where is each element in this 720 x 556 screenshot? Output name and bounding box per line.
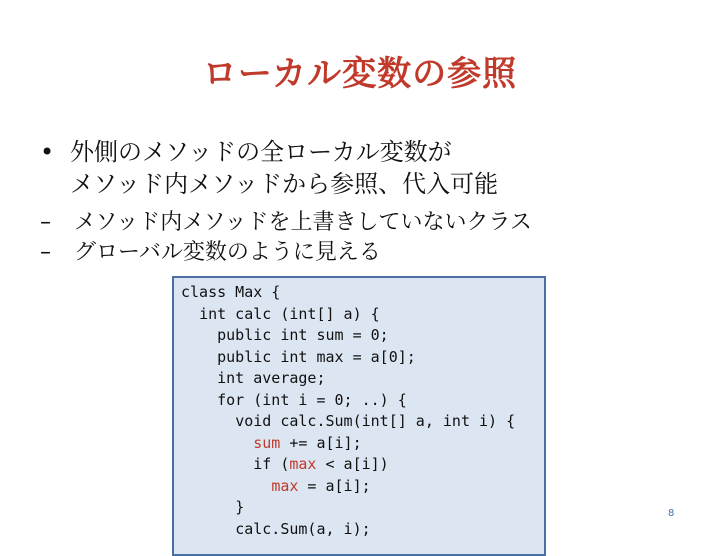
code-variable-highlight: max [289, 455, 317, 473]
main-bullet [40, 136, 700, 200]
code-indent [181, 455, 253, 473]
code-line [181, 476, 544, 498]
code-indent [181, 305, 199, 323]
sub-bullet [40, 238, 700, 268]
bullet-list [40, 136, 700, 200]
code-text: for (int i = 0; ..) { [217, 390, 407, 409]
main-bullet-line-2: メソッド内メソッドから参照、代入可能 [70, 170, 499, 198]
code-text: = a[i]; [298, 476, 371, 495]
sub-bullet-list [40, 208, 700, 268]
code-indent [181, 434, 253, 452]
code-indent [181, 348, 217, 366]
code-indent [181, 520, 235, 538]
main-bullet-line-1: 外側のメソッドの全ローカル変数が [70, 138, 452, 166]
code-line [181, 282, 544, 304]
code-text: public int sum = 0; [217, 326, 389, 344]
code-indent [181, 412, 235, 430]
code-indent [181, 391, 217, 409]
code-line [181, 390, 544, 412]
sub-bullet-dash-icon: – [40, 240, 51, 265]
sub-bullet [40, 208, 700, 238]
code-indent [181, 369, 217, 387]
code-variable-highlight: max [271, 476, 299, 495]
sub-bullet-text: グローバル変数のように見える [74, 240, 381, 265]
code-line [181, 519, 544, 541]
code-text: < a[i]) [316, 455, 389, 473]
code-indent [181, 477, 271, 495]
code-indent [181, 326, 217, 344]
code-line [181, 454, 544, 476]
code-variable-highlight: sum [253, 433, 281, 452]
code-text: public int max = a[0]; [217, 347, 416, 366]
code-indent [181, 498, 235, 516]
code-line [181, 347, 544, 369]
sub-bullet-dash-icon: – [40, 210, 51, 235]
code-line [181, 368, 544, 390]
code-line [181, 304, 544, 326]
code-text: class Max { [181, 283, 281, 301]
code-text: } [235, 498, 245, 516]
code-text: int calc (int[] a) { [199, 304, 380, 323]
code-line [181, 433, 544, 455]
code-text: void calc.Sum(int[] a, int i) { [235, 412, 516, 430]
bullet-dot-icon: • [40, 138, 55, 166]
code-block [172, 276, 546, 556]
sub-bullet-text: メソッド内メソッドを上書きしていないクラス [74, 210, 532, 235]
slide-title: ローカル変数の参照 [202, 54, 518, 94]
page-number: 8 [668, 508, 675, 519]
code-text: int average; [217, 369, 326, 387]
code-line [181, 411, 544, 433]
code-text: if ( [253, 455, 290, 473]
code-line [181, 497, 544, 519]
code-text: calc.Sum(a, i); [235, 519, 371, 538]
code-line [181, 325, 544, 347]
code-text: += a[i]; [280, 433, 362, 452]
